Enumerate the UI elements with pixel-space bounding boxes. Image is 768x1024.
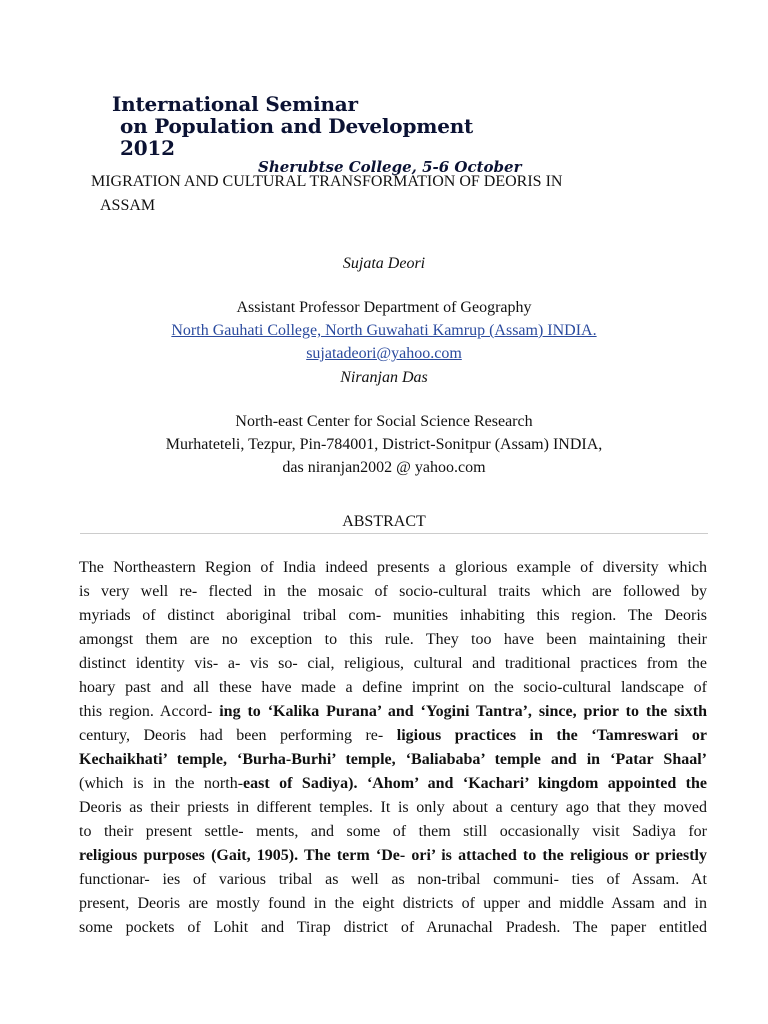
abstract-text: some pockets of Lohit and Tirap district of Arunachal Pradesh. The paper entitled <box>79 919 707 936</box>
divider <box>80 533 708 534</box>
abstract-text: (which is in the north- <box>79 775 244 792</box>
abstract-line <box>79 916 707 940</box>
abstract-line <box>79 676 707 700</box>
abstract-text: Deoris as their priests in different temples. It is only about a century ago that they moved <box>79 799 707 816</box>
coauthor-address: Murhateteli, Tezpur, Pin-784001, District-Sonitpur (Assam) INDIA, <box>165 436 603 453</box>
coauthor-institution: North-east Center for Social Science Research <box>235 413 533 430</box>
abstract-text-bold: ing to ‘Kalika Purana’ and ‘Yogini Tantra’, since, prior to the sixth <box>212 703 707 720</box>
abstract-line <box>79 892 707 916</box>
coauthor-affiliation <box>0 410 768 479</box>
abstract-text: present, Deoris are mostly found in the eight districts of upper and middle Assam and in <box>79 895 707 912</box>
paper-title-line1: MIGRATION AND CULTURAL TRANSFORMATION OF DEORIS IN <box>91 173 563 190</box>
abstract-text: distinct identity vis- a- vis so- cial, religious, cultural and traditional practices from the <box>79 655 707 672</box>
abstract-line <box>79 772 707 796</box>
abstract-text-bold: ligious practices in the ‘Tamreswari or <box>383 727 707 744</box>
abstract-text: functionar- ies of various tribal as well as non-tribal communi- ties of Assam. At <box>79 871 707 888</box>
abstract-line <box>79 820 707 844</box>
abstract-line <box>79 652 707 676</box>
abstract-line <box>79 700 707 724</box>
abstract-line <box>79 604 707 628</box>
paper-title <box>91 170 691 218</box>
abstract-line <box>79 628 707 652</box>
abstract-line <box>79 580 707 604</box>
abstract-text: myriads of distinct aboriginal tribal com- munities inhabiting this region. The Deoris <box>79 607 707 624</box>
abstract-line <box>79 748 707 772</box>
abstract-body <box>79 556 707 940</box>
seminar-banner <box>112 93 532 176</box>
abstract-text: The Northeastern Region of India indeed presents a glorious example of diversity which <box>79 559 707 576</box>
abstract-text-bold: Kechaikhati’ temple, ‘Burha-Burhi’ temple, ‘Baliababa’ temple and in ‘Patar Shaal’ <box>79 751 707 768</box>
abstract-text-bold: religious purposes (Gait, 1905). The term ‘De- ori’ is attached to the religious or priestly <box>79 847 707 864</box>
author-position: Assistant Professor Department of Geography <box>236 299 532 316</box>
author-affiliation <box>0 296 768 365</box>
abstract-text: century, Deoris had been performing re- <box>79 727 384 744</box>
abstract-text: amongst them are no exception to this rule. They too have been maintaining their <box>79 631 707 648</box>
author-name: Sujata Deori <box>342 255 426 272</box>
abstract-line <box>79 868 707 892</box>
seminar-title: International Seminar <box>112 92 358 116</box>
seminar-subtitle: on Population and Development 2012 <box>120 114 474 160</box>
abstract-line <box>79 844 707 868</box>
email-link[interactable]: sujatadeori@yahoo.com <box>306 345 462 362</box>
seminar-venue-date: Sherubtse College, 5-6 October <box>258 158 522 176</box>
abstract-text: this region. Accord- <box>79 703 213 720</box>
paper-title-line2: ASSAM <box>100 197 156 214</box>
abstract-line <box>79 724 707 748</box>
institution-link[interactable]: North Gauhati College, North Guwahati Kamrup (Assam) INDIA. <box>171 322 597 339</box>
coauthor-name: Niranjan Das <box>340 369 428 386</box>
abstract-text: to their present settle- ments, and some of them still occasionally visit Sadiya for <box>79 823 707 840</box>
abstract-line <box>79 796 707 820</box>
coauthor-email: das niranjan2002 @ yahoo.com <box>282 459 486 476</box>
abstract-heading: ABSTRACT <box>342 513 426 530</box>
abstract-line <box>79 556 707 580</box>
abstract-text: is very well re- flected in the mosaic of socio-cultural traits which are followed by <box>79 583 707 600</box>
abstract-text: hoary past and all these have made a define imprint on the socio-cultural landscape of <box>79 679 707 696</box>
abstract-text-bold: east of Sadiya). ‘Ahom’ and ‘Kachari’ kingdom appointed the <box>243 775 708 792</box>
